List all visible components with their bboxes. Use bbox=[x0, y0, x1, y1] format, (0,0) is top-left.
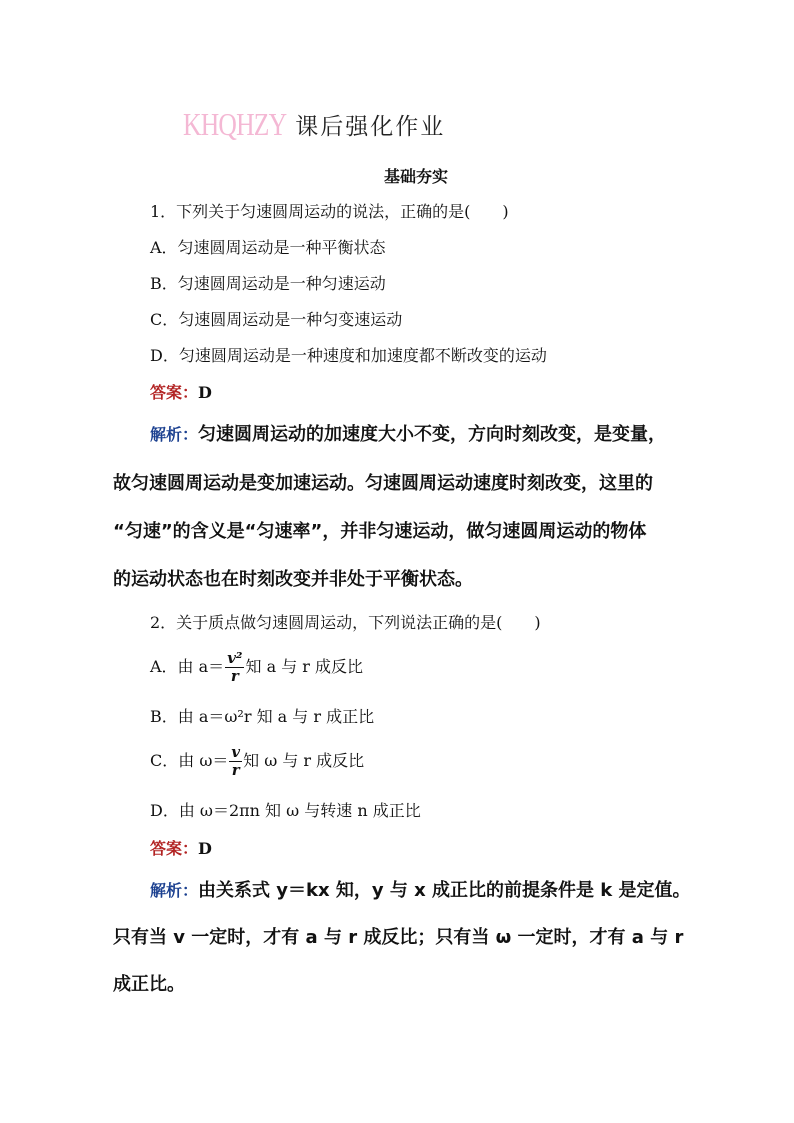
q1-stem: 1．下列关于匀速圆周运动的说法，正确的是( ) bbox=[150, 202, 509, 221]
q2-option-a-fraction bbox=[225, 650, 244, 685]
q1-option-d: D．匀速圆周运动是一种速度和加速度都不断改变的运动 bbox=[150, 346, 547, 365]
q2-analysis-text-1: 由关系式 y＝kx 知，y 与 x 成正比的前提条件是 k 是定值。 bbox=[198, 880, 691, 901]
q2-answer-label: 答案： bbox=[150, 839, 199, 858]
q2-answer-value: D bbox=[198, 839, 212, 858]
q2-option-a-numerator: v² bbox=[227, 649, 243, 667]
page-header bbox=[183, 106, 445, 146]
section-title: 基础夯实 bbox=[383, 167, 448, 186]
q1-option-c: C．匀速圆周运动是一种匀变速运动 bbox=[150, 310, 403, 329]
q2-option-c bbox=[150, 744, 364, 779]
q2-option-a-prefix: A．由 a＝ bbox=[150, 657, 225, 676]
q1-answer-label: 答案： bbox=[150, 383, 199, 402]
q1-analysis-line-3: “匀速”的含义是“匀速率”，并非匀速运动，做匀速圆周运动的物体 bbox=[113, 521, 647, 542]
q1-analysis-label: 解析： bbox=[150, 425, 199, 444]
q2-option-c-prefix: C．由 ω＝ bbox=[150, 751, 229, 770]
q2-option-c-numerator: v bbox=[231, 743, 241, 761]
q1-analysis-text-1: 匀速圆周运动的加速度大小不变，方向时刻改变，是变量， bbox=[198, 424, 667, 445]
q2-analysis-label: 解析： bbox=[150, 881, 199, 900]
q2-option-d: D．由 ω＝2πn 知 ω 与转速 n 成正比 bbox=[150, 801, 421, 820]
q2-analysis-line-1 bbox=[150, 879, 691, 903]
brand-logo: KHQHZY bbox=[183, 106, 287, 142]
q2-option-c-fraction bbox=[229, 744, 242, 779]
q2-option-a bbox=[150, 650, 363, 685]
q2-analysis-line-3: 成正比。 bbox=[113, 974, 185, 995]
q2-option-c-denominator: r bbox=[231, 761, 240, 779]
q1-analysis-line-1 bbox=[150, 423, 666, 447]
q2-answer bbox=[150, 838, 212, 860]
q2-option-a-suffix: 知 a 与 r 成反比 bbox=[245, 657, 364, 676]
q1-analysis-line-4: 的运动状态也在时刻改变并非处于平衡状态。 bbox=[113, 569, 473, 590]
q2-analysis-line-2: 只有当 v 一定时，才有 a 与 r 成反比；只有当 ω 一定时，才有 a 与 r bbox=[113, 927, 684, 948]
header-title: 课后强化作业 bbox=[295, 114, 446, 140]
q2-option-c-suffix: 知 ω 与 r 成反比 bbox=[243, 751, 365, 770]
q1-option-a: A．匀速圆周运动是一种平衡状态 bbox=[150, 238, 386, 257]
q1-analysis-line-2: 故匀速圆周运动是变加速运动。匀速圆周运动速度时刻改变，这里的 bbox=[113, 473, 653, 494]
q2-option-b: B．由 a＝ω²r 知 a 与 r 成正比 bbox=[150, 707, 375, 726]
q1-answer-value: D bbox=[198, 383, 212, 402]
q2-stem: 2．关于质点做匀速圆周运动，下列说法正确的是( ) bbox=[150, 613, 541, 632]
q1-option-b: B．匀速圆周运动是一种匀速运动 bbox=[150, 274, 386, 293]
q2-option-a-denominator: r bbox=[230, 667, 239, 685]
q1-answer bbox=[150, 382, 212, 404]
